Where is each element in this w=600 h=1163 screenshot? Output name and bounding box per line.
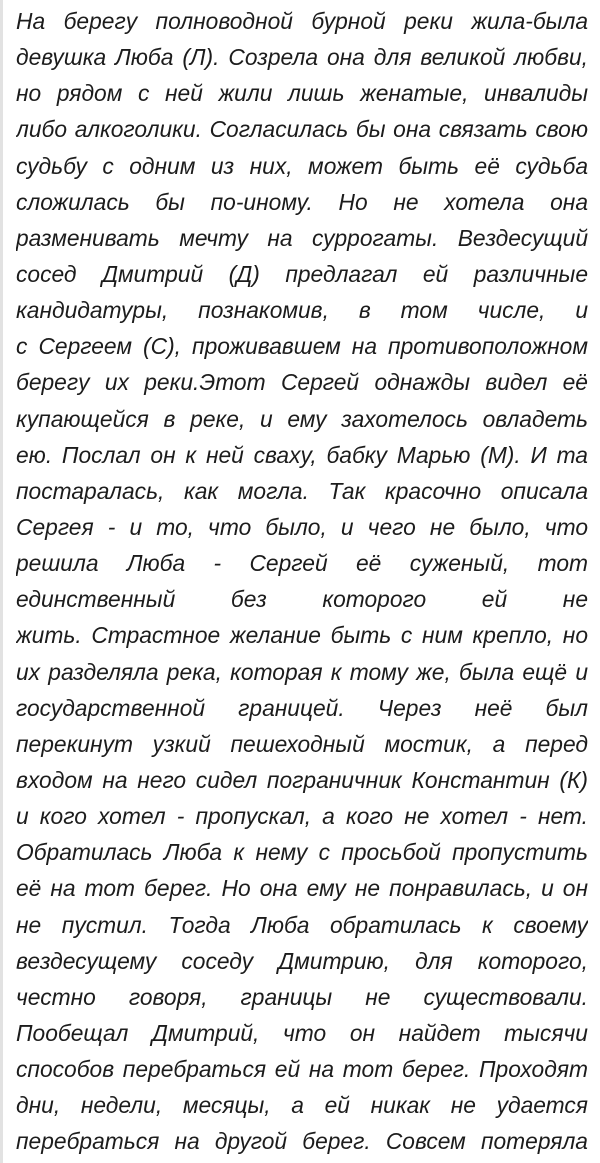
text-line: не пустил. Тогда Люба обратилась к своему (16, 911, 588, 938)
text-line: вездесущему соседу Дмитрию, для которого, (16, 947, 588, 974)
text-line: способов перебраться ей на тот берег. Проходят (16, 1056, 588, 1083)
text-line: входом на него сидел пограничник Константин (К) (16, 766, 588, 793)
text-line: и кого хотел - пропускал, а кого не хотел - нет. (16, 803, 588, 830)
text-line: постаралась, как могла. Так красочно описала (16, 477, 588, 504)
text-line: перебраться на другой берег. Совсем потеряла (16, 1128, 588, 1155)
text-line: их разделяла река, которая к тому же, была ещё и (16, 658, 588, 685)
text-line: сосед Дмитрий (Д) предлагал ей различные (16, 260, 588, 287)
text-line: решила Люба - Сергей её суженый, тот (16, 550, 588, 577)
text-line: дни, недели, месяцы, а ей никак не удается (16, 1092, 588, 1119)
text-line: разменивать мечту на суррогаты. Вездесущий (16, 224, 588, 251)
text-line: жить. Страстное желание быть с ним крепло, но (16, 622, 588, 649)
text-line: единственный без которого ей не (16, 586, 588, 613)
text-line: государственной границей. Через неё был (16, 694, 588, 721)
text-line: либо алкоголики. Согласилась бы она связать свою (16, 116, 588, 143)
text-line: Сергея - и то, что было, и чего не было, что (16, 513, 588, 540)
text-line: кандидатуры, познакомив, в том числе, и (16, 297, 588, 324)
text-line: купающейся в реке, и ему захотелось овладеть (16, 405, 588, 432)
text-line: берегу их реки.Этот Сергей однажды видел её (16, 369, 588, 396)
text-line: Обратилась Люба к нему с просьбой пропустить (16, 839, 588, 866)
text-line: судьбу с одним из них, может быть её судьба (16, 152, 588, 179)
text-line: Пообещал Дмитрий, что он найдет тысячи (16, 1019, 588, 1046)
text-line: но рядом с ней жили лишь женатые, инвалиды (16, 80, 588, 107)
text-line: сложилась бы по-иному. Но не хотела она (16, 188, 588, 215)
text-line: На берегу полноводной бурной реки жила-была (16, 8, 588, 34)
text-line: ею. Послал он к ней сваху, бабку Марью (М). И та (16, 441, 588, 468)
text-line: перекинут узкий пешеходный мостик, а перед (16, 730, 588, 757)
text-line: честно говоря, границы не существовали. (16, 983, 588, 1010)
text-line: её на тот берег. Но она ему не понравилась, и он (16, 875, 588, 902)
text-line: с Сергеем (С), проживавшем на противоположном (16, 333, 588, 360)
text-line: девушка Люба (Л). Созрела она для великой любви, (16, 44, 588, 71)
